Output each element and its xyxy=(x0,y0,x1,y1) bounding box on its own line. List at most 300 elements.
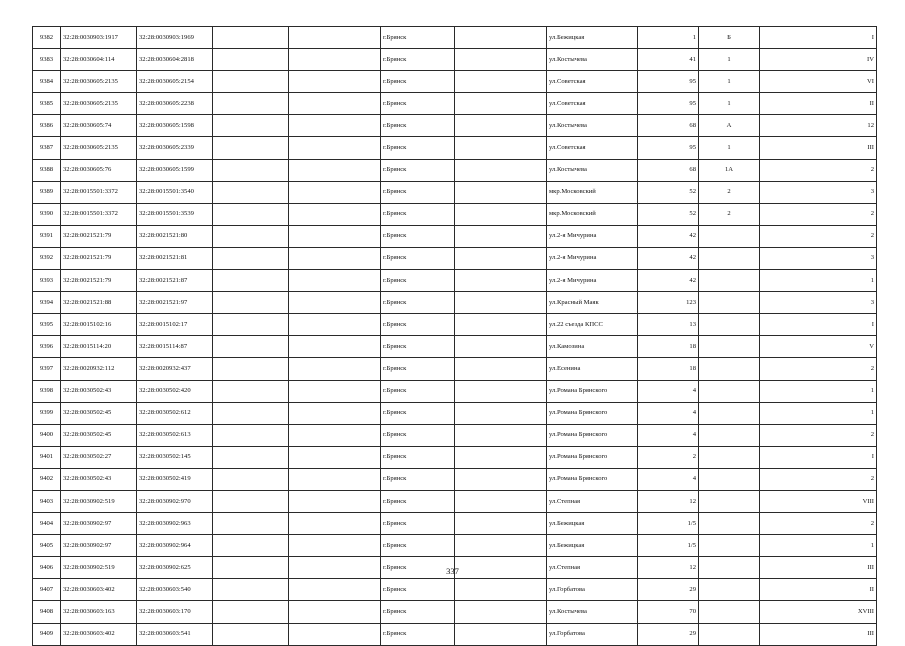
empty-cell xyxy=(455,203,547,225)
empty-cell xyxy=(289,336,381,358)
building-cell xyxy=(699,225,760,247)
empty-cell xyxy=(455,292,547,314)
section-cell: 2 xyxy=(760,203,877,225)
empty-cell xyxy=(455,27,547,49)
cadastral-block-cell: 32:28:0030603:402 xyxy=(61,579,137,601)
row-number-cell: 9405 xyxy=(33,535,61,557)
empty-cell xyxy=(289,446,381,468)
cadastral-object-cell: 32:28:0030902:964 xyxy=(137,535,213,557)
section-cell: XVIII xyxy=(760,601,877,623)
empty-cell xyxy=(289,115,381,137)
street-cell: ул.2-я Мичурина xyxy=(547,270,638,292)
empty-cell xyxy=(289,159,381,181)
section-cell: 3 xyxy=(760,292,877,314)
registry-table xyxy=(32,26,877,646)
cadastral-block-cell: 32:28:0030605:2135 xyxy=(61,71,137,93)
house-number-cell: 70 xyxy=(638,601,699,623)
cadastral-object-cell: 32:28:0030902:970 xyxy=(137,490,213,512)
row-number-cell: 9409 xyxy=(33,623,61,645)
cadastral-object-cell: 32:28:0021521:87 xyxy=(137,270,213,292)
table-row xyxy=(33,27,877,49)
row-number-cell: 9383 xyxy=(33,49,61,71)
empty-cell xyxy=(455,579,547,601)
empty-cell xyxy=(455,225,547,247)
row-number-cell: 9394 xyxy=(33,292,61,314)
cadastral-block-cell: 32:28:0021521:79 xyxy=(61,270,137,292)
empty-cell xyxy=(213,159,289,181)
street-cell: ул.Советская xyxy=(547,71,638,93)
street-cell: ул.Романа Брянского xyxy=(547,424,638,446)
empty-cell xyxy=(213,579,289,601)
empty-cell xyxy=(213,336,289,358)
empty-cell xyxy=(455,601,547,623)
house-number-cell: 12 xyxy=(638,490,699,512)
street-cell: ул.Есенина xyxy=(547,358,638,380)
cadastral-object-cell: 32:28:0021521:97 xyxy=(137,292,213,314)
cadastral-block-cell: 32:28:0015501:3372 xyxy=(61,181,137,203)
street-cell: ул.2-я Мичурина xyxy=(547,247,638,269)
house-number-cell: 4 xyxy=(638,424,699,446)
house-number-cell: 95 xyxy=(638,137,699,159)
building-cell: 2 xyxy=(699,181,760,203)
row-number-cell: 9390 xyxy=(33,203,61,225)
street-cell: ул.Костычева xyxy=(547,115,638,137)
page-number: 337 xyxy=(446,566,459,576)
section-cell: 12 xyxy=(760,115,877,137)
street-cell: ул.Советская xyxy=(547,137,638,159)
street-cell: ул.2-я Мичурина xyxy=(547,225,638,247)
section-cell: VI xyxy=(760,71,877,93)
empty-cell xyxy=(289,225,381,247)
empty-cell xyxy=(213,402,289,424)
house-number-cell: 95 xyxy=(638,93,699,115)
empty-cell xyxy=(455,314,547,336)
cadastral-block-cell: 32:28:0030605:74 xyxy=(61,115,137,137)
street-cell: ул.Бежицкая xyxy=(547,27,638,49)
street-cell: ул.Романа Брянского xyxy=(547,380,638,402)
row-number-cell: 9400 xyxy=(33,424,61,446)
city-cell: г.Брянск xyxy=(381,468,455,490)
cadastral-block-cell: 32:28:0021521:79 xyxy=(61,247,137,269)
row-number-cell: 9385 xyxy=(33,93,61,115)
street-cell: ул.Камозина xyxy=(547,336,638,358)
empty-cell xyxy=(455,181,547,203)
house-number-cell: 95 xyxy=(638,71,699,93)
empty-cell xyxy=(289,468,381,490)
empty-cell xyxy=(455,623,547,645)
empty-cell xyxy=(289,314,381,336)
section-cell: 2 xyxy=(760,468,877,490)
section-cell: II xyxy=(760,93,877,115)
cadastral-block-cell: 32:28:0030502:45 xyxy=(61,424,137,446)
cadastral-object-cell: 32:28:0030502:612 xyxy=(137,402,213,424)
city-cell: г.Брянск xyxy=(381,247,455,269)
house-number-cell: 1/5 xyxy=(638,535,699,557)
house-number-cell: 52 xyxy=(638,181,699,203)
cadastral-block-cell: 32:28:0015501:3372 xyxy=(61,203,137,225)
empty-cell xyxy=(455,402,547,424)
building-cell: 2 xyxy=(699,203,760,225)
empty-cell xyxy=(289,247,381,269)
table-row xyxy=(33,225,877,247)
house-number-cell: 42 xyxy=(638,225,699,247)
street-cell: ул.Костычева xyxy=(547,601,638,623)
row-number-cell: 9408 xyxy=(33,601,61,623)
row-number-cell: 9402 xyxy=(33,468,61,490)
row-number-cell: 9398 xyxy=(33,380,61,402)
building-cell: А xyxy=(699,115,760,137)
empty-cell xyxy=(455,535,547,557)
cadastral-object-cell: 32:28:0015114:87 xyxy=(137,336,213,358)
cadastral-block-cell: 32:28:0030502:45 xyxy=(61,402,137,424)
empty-cell xyxy=(455,159,547,181)
cadastral-block-cell: 32:28:0030605:2135 xyxy=(61,93,137,115)
empty-cell xyxy=(289,579,381,601)
empty-cell xyxy=(455,424,547,446)
table-row xyxy=(33,247,877,269)
empty-cell xyxy=(213,49,289,71)
house-number-cell: 29 xyxy=(638,623,699,645)
building-cell xyxy=(699,358,760,380)
row-number-cell: 9382 xyxy=(33,27,61,49)
table-row xyxy=(33,601,877,623)
row-number-cell: 9392 xyxy=(33,247,61,269)
house-number-cell: 52 xyxy=(638,203,699,225)
house-number-cell: 2 xyxy=(638,446,699,468)
table-row xyxy=(33,490,877,512)
cadastral-object-cell: 32:28:0030902:963 xyxy=(137,513,213,535)
table-row xyxy=(33,579,877,601)
cadastral-block-cell: 32:28:0030902:97 xyxy=(61,513,137,535)
city-cell: г.Брянск xyxy=(381,446,455,468)
street-cell: ул.Горбатова xyxy=(547,579,638,601)
building-cell xyxy=(699,247,760,269)
cadastral-block-cell: 32:28:0015114:20 xyxy=(61,336,137,358)
building-cell xyxy=(699,270,760,292)
empty-cell xyxy=(213,270,289,292)
city-cell: г.Брянск xyxy=(381,115,455,137)
empty-cell xyxy=(455,513,547,535)
building-cell xyxy=(699,380,760,402)
building-cell xyxy=(699,424,760,446)
cadastral-object-cell: 32:28:0030502:420 xyxy=(137,380,213,402)
building-cell xyxy=(699,292,760,314)
table-row xyxy=(33,358,877,380)
city-cell: г.Брянск xyxy=(381,49,455,71)
house-number-cell: 68 xyxy=(638,115,699,137)
table-row xyxy=(33,513,877,535)
empty-cell xyxy=(455,358,547,380)
table-row xyxy=(33,137,877,159)
street-cell: ул.Красный Маяк xyxy=(547,292,638,314)
empty-cell xyxy=(213,137,289,159)
section-cell: I xyxy=(760,27,877,49)
street-cell: ул.22 съезда КПСС xyxy=(547,314,638,336)
table-row xyxy=(33,623,877,645)
house-number-cell: 18 xyxy=(638,336,699,358)
street-cell: ул.Бежицкая xyxy=(547,513,638,535)
section-cell: 1 xyxy=(760,402,877,424)
cadastral-block-cell: 32:28:0030902:519 xyxy=(61,490,137,512)
table-row xyxy=(33,292,877,314)
city-cell: г.Брянск xyxy=(381,358,455,380)
cadastral-object-cell: 32:28:0030603:540 xyxy=(137,579,213,601)
cadastral-object-cell: 32:28:0030605:2154 xyxy=(137,71,213,93)
cadastral-block-cell: 32:28:0030502:27 xyxy=(61,446,137,468)
cadastral-block-cell: 32:28:0030902:519 xyxy=(61,557,137,579)
section-cell: 2 xyxy=(760,424,877,446)
street-cell: ул.Степная xyxy=(547,557,638,579)
section-cell: III xyxy=(760,557,877,579)
house-number-cell: 12 xyxy=(638,557,699,579)
city-cell: г.Брянск xyxy=(381,292,455,314)
empty-cell xyxy=(289,270,381,292)
city-cell: г.Брянск xyxy=(381,490,455,512)
cadastral-block-cell: 32:28:0021521:79 xyxy=(61,225,137,247)
city-cell: г.Брянск xyxy=(381,159,455,181)
empty-cell xyxy=(213,601,289,623)
empty-cell xyxy=(213,71,289,93)
empty-cell xyxy=(213,623,289,645)
cadastral-object-cell: 32:28:0030502:145 xyxy=(137,446,213,468)
building-cell: Б xyxy=(699,27,760,49)
cadastral-block-cell: 32:28:0030502:43 xyxy=(61,468,137,490)
empty-cell xyxy=(213,446,289,468)
building-cell xyxy=(699,314,760,336)
empty-cell xyxy=(213,247,289,269)
city-cell: г.Брянск xyxy=(381,225,455,247)
city-cell: г.Брянск xyxy=(381,557,455,579)
empty-cell xyxy=(289,137,381,159)
empty-cell xyxy=(455,115,547,137)
cadastral-block-cell: 32:28:0030603:163 xyxy=(61,601,137,623)
table-row xyxy=(33,446,877,468)
empty-cell xyxy=(213,513,289,535)
section-cell: IV xyxy=(760,49,877,71)
empty-cell xyxy=(213,181,289,203)
empty-cell xyxy=(289,601,381,623)
cadastral-block-cell: 32:28:0030605:2135 xyxy=(61,137,137,159)
building-cell: 1 xyxy=(699,93,760,115)
section-cell: V xyxy=(760,336,877,358)
row-number-cell: 9386 xyxy=(33,115,61,137)
empty-cell xyxy=(213,27,289,49)
cadastral-object-cell: 32:28:0030603:170 xyxy=(137,601,213,623)
empty-cell xyxy=(213,292,289,314)
row-number-cell: 9401 xyxy=(33,446,61,468)
cadastral-object-cell: 32:28:0030902:625 xyxy=(137,557,213,579)
city-cell: г.Брянск xyxy=(381,93,455,115)
cadastral-object-cell: 32:28:0030605:1599 xyxy=(137,159,213,181)
section-cell: I xyxy=(760,446,877,468)
empty-cell xyxy=(289,49,381,71)
empty-cell xyxy=(455,247,547,269)
empty-cell xyxy=(289,513,381,535)
city-cell: г.Брянск xyxy=(381,314,455,336)
house-number-cell: 1/5 xyxy=(638,513,699,535)
cadastral-object-cell: 32:28:0030903:1969 xyxy=(137,27,213,49)
street-cell: мкр.Московский xyxy=(547,203,638,225)
section-cell: 2 xyxy=(760,225,877,247)
empty-cell xyxy=(289,203,381,225)
city-cell: г.Брянск xyxy=(381,203,455,225)
row-number-cell: 9407 xyxy=(33,579,61,601)
empty-cell xyxy=(289,380,381,402)
cadastral-object-cell: 32:28:0030604:2818 xyxy=(137,49,213,71)
building-cell xyxy=(699,623,760,645)
row-number-cell: 9404 xyxy=(33,513,61,535)
empty-cell xyxy=(289,623,381,645)
cadastral-block-cell: 32:28:0030903:1917 xyxy=(61,27,137,49)
empty-cell xyxy=(289,535,381,557)
empty-cell xyxy=(213,358,289,380)
city-cell: г.Брянск xyxy=(381,71,455,93)
empty-cell xyxy=(213,314,289,336)
section-cell: I xyxy=(760,314,877,336)
house-number-cell: 1 xyxy=(638,27,699,49)
section-cell: III xyxy=(760,137,877,159)
section-cell: VIII xyxy=(760,490,877,512)
cadastral-block-cell: 32:28:0030604:114 xyxy=(61,49,137,71)
city-cell: г.Брянск xyxy=(381,270,455,292)
empty-cell xyxy=(289,27,381,49)
empty-cell xyxy=(213,225,289,247)
building-cell: 1 xyxy=(699,137,760,159)
cadastral-block-cell: 32:28:0020932:112 xyxy=(61,358,137,380)
row-number-cell: 9389 xyxy=(33,181,61,203)
building-cell xyxy=(699,601,760,623)
cadastral-object-cell: 32:28:0030502:613 xyxy=(137,424,213,446)
cadastral-object-cell: 32:28:0021521:80 xyxy=(137,225,213,247)
house-number-cell: 13 xyxy=(638,314,699,336)
row-number-cell: 9393 xyxy=(33,270,61,292)
building-cell xyxy=(699,336,760,358)
city-cell: г.Брянск xyxy=(381,601,455,623)
house-number-cell: 4 xyxy=(638,402,699,424)
empty-cell xyxy=(455,336,547,358)
house-number-cell: 41 xyxy=(638,49,699,71)
table-row xyxy=(33,71,877,93)
street-cell: мкр.Московский xyxy=(547,181,638,203)
city-cell: г.Брянск xyxy=(381,137,455,159)
row-number-cell: 9395 xyxy=(33,314,61,336)
table-row xyxy=(33,203,877,225)
row-number-cell: 9388 xyxy=(33,159,61,181)
cadastral-object-cell: 32:28:0020932:437 xyxy=(137,358,213,380)
empty-cell xyxy=(213,93,289,115)
section-cell: II xyxy=(760,579,877,601)
empty-cell xyxy=(289,93,381,115)
empty-cell xyxy=(455,137,547,159)
table-row xyxy=(33,402,877,424)
street-cell: ул.Степная xyxy=(547,490,638,512)
table-row xyxy=(33,424,877,446)
section-cell: 3 xyxy=(760,247,877,269)
house-number-cell: 42 xyxy=(638,270,699,292)
registry-table-body xyxy=(33,27,877,646)
empty-cell xyxy=(289,71,381,93)
section-cell: 2 xyxy=(760,358,877,380)
city-cell: г.Брянск xyxy=(381,380,455,402)
empty-cell xyxy=(455,71,547,93)
building-cell xyxy=(699,402,760,424)
street-cell: ул.Романа Брянского xyxy=(547,446,638,468)
table-row xyxy=(33,49,877,71)
building-cell: 1А xyxy=(699,159,760,181)
empty-cell xyxy=(455,380,547,402)
table-row xyxy=(33,314,877,336)
empty-cell xyxy=(289,424,381,446)
cadastral-object-cell: 32:28:0015501:3540 xyxy=(137,181,213,203)
table-row xyxy=(33,535,877,557)
cadastral-block-cell: 32:28:0021521:88 xyxy=(61,292,137,314)
empty-cell xyxy=(213,203,289,225)
cadastral-block-cell: 32:28:0015102:16 xyxy=(61,314,137,336)
empty-cell xyxy=(213,380,289,402)
street-cell: ул.Бежицкая xyxy=(547,535,638,557)
empty-cell xyxy=(289,358,381,380)
section-cell: III xyxy=(760,623,877,645)
street-cell: ул.Костычева xyxy=(547,49,638,71)
empty-cell xyxy=(213,490,289,512)
city-cell: г.Брянск xyxy=(381,424,455,446)
house-number-cell: 29 xyxy=(638,579,699,601)
house-number-cell: 18 xyxy=(638,358,699,380)
empty-cell xyxy=(213,535,289,557)
section-cell: 1 xyxy=(760,270,877,292)
empty-cell xyxy=(455,490,547,512)
cadastral-object-cell: 32:28:0030605:2238 xyxy=(137,93,213,115)
cadastral-object-cell: 32:28:0015501:3539 xyxy=(137,203,213,225)
city-cell: г.Брянск xyxy=(381,336,455,358)
empty-cell xyxy=(213,424,289,446)
section-cell: 2 xyxy=(760,159,877,181)
empty-cell xyxy=(455,270,547,292)
row-number-cell: 9406 xyxy=(33,557,61,579)
table-row xyxy=(33,380,877,402)
house-number-cell: 4 xyxy=(638,468,699,490)
city-cell: г.Брянск xyxy=(381,181,455,203)
empty-cell xyxy=(455,468,547,490)
street-cell: ул.Советская xyxy=(547,93,638,115)
table-row xyxy=(33,93,877,115)
table-row xyxy=(33,270,877,292)
city-cell: г.Брянск xyxy=(381,27,455,49)
empty-cell xyxy=(213,115,289,137)
cadastral-block-cell: 32:28:0030502:43 xyxy=(61,380,137,402)
row-number-cell: 9391 xyxy=(33,225,61,247)
empty-cell xyxy=(289,490,381,512)
city-cell: г.Брянск xyxy=(381,535,455,557)
city-cell: г.Брянск xyxy=(381,579,455,601)
table-row xyxy=(33,181,877,203)
table-row xyxy=(33,159,877,181)
street-cell: ул.Костычева xyxy=(547,159,638,181)
section-cell: 1 xyxy=(760,535,877,557)
section-cell: 1 xyxy=(760,380,877,402)
table-row xyxy=(33,115,877,137)
row-number-cell: 9387 xyxy=(33,137,61,159)
row-number-cell: 9384 xyxy=(33,71,61,93)
building-cell xyxy=(699,579,760,601)
cadastral-block-cell: 32:28:0030605:76 xyxy=(61,159,137,181)
table-row xyxy=(33,336,877,358)
cadastral-object-cell: 32:28:0030502:419 xyxy=(137,468,213,490)
cadastral-object-cell: 32:28:0030605:1598 xyxy=(137,115,213,137)
cadastral-object-cell: 32:28:0021521:81 xyxy=(137,247,213,269)
building-cell xyxy=(699,490,760,512)
empty-cell xyxy=(455,446,547,468)
